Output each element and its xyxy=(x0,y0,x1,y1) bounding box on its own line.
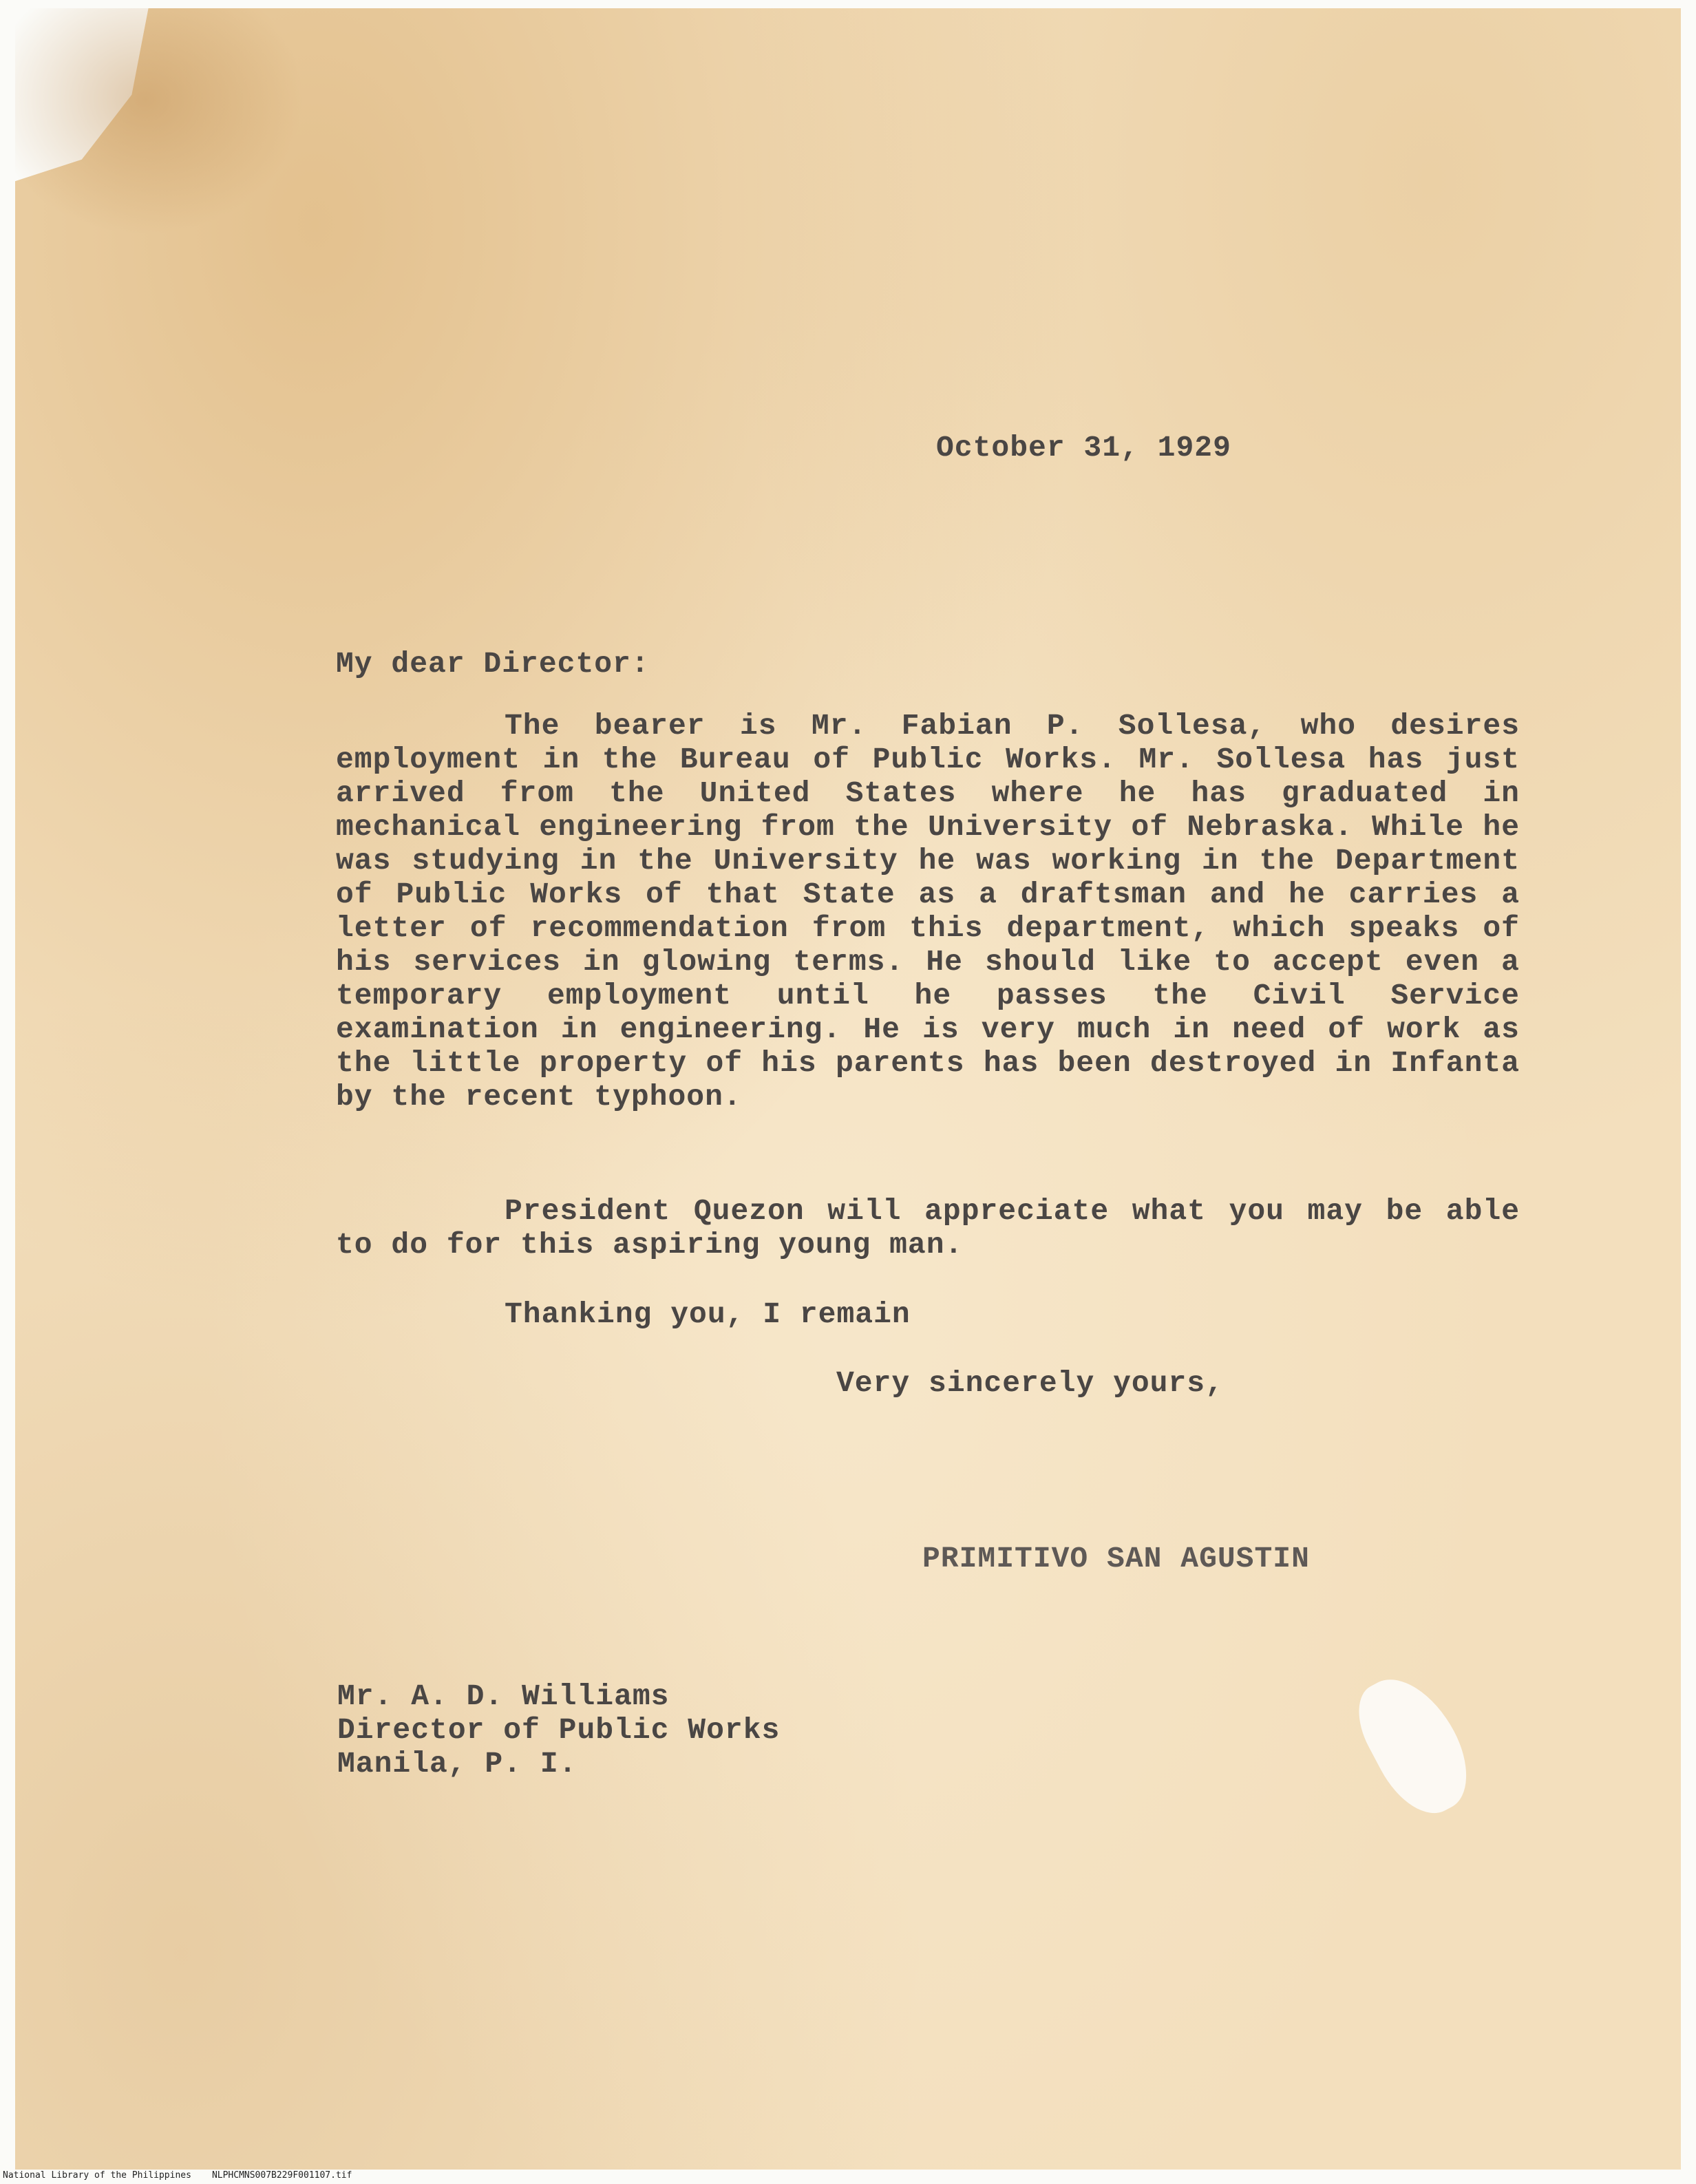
recipient-name: Mr. A. D. Williams xyxy=(337,1679,670,1713)
complimentary-close: Very sincerely yours, xyxy=(836,1366,1224,1400)
archive-file-id: NLPHCMNS007B229F001107.tif xyxy=(211,2170,352,2181)
salutation: My dear Director: xyxy=(336,647,650,681)
signature-name: PRIMITIVO SAN AGUSTIN xyxy=(922,1542,1310,1576)
letter-date: October 31, 1929 xyxy=(936,431,1231,465)
closing-line: Thanking you, I remain xyxy=(505,1297,911,1331)
recipient-address xyxy=(337,1679,780,1781)
recipient-title: Director of Public Works xyxy=(337,1713,781,1747)
recipient-location: Manila, P. I. xyxy=(337,1747,577,1781)
body-paragraph: President Quezon will appreciate what you may be able to do for this aspiring young man. xyxy=(336,1194,1520,1262)
archive-footer xyxy=(3,2170,352,2181)
archive-institution: National Library of the Philippines xyxy=(3,2170,191,2181)
body-paragraph: The bearer is Mr. Fabian P. Sollesa, who desires employment in the Bureau of Public Works. Mr. Sollesa has just arrived from the United States where he has graduated in mechanical engineering from the University of Nebraska. While he was studying in the University he was working in the Department of Public Works of that State as a draftsman and he carries a letter of recommendation from this department, which speaks of his services in glowing terms. He should like to accept even a temporary employment until he passes the Civil Service examination in engineering. He is very much in need of work as the little property of his parents has been destroyed in Infanta by the recent typhoon. xyxy=(336,709,1520,1114)
